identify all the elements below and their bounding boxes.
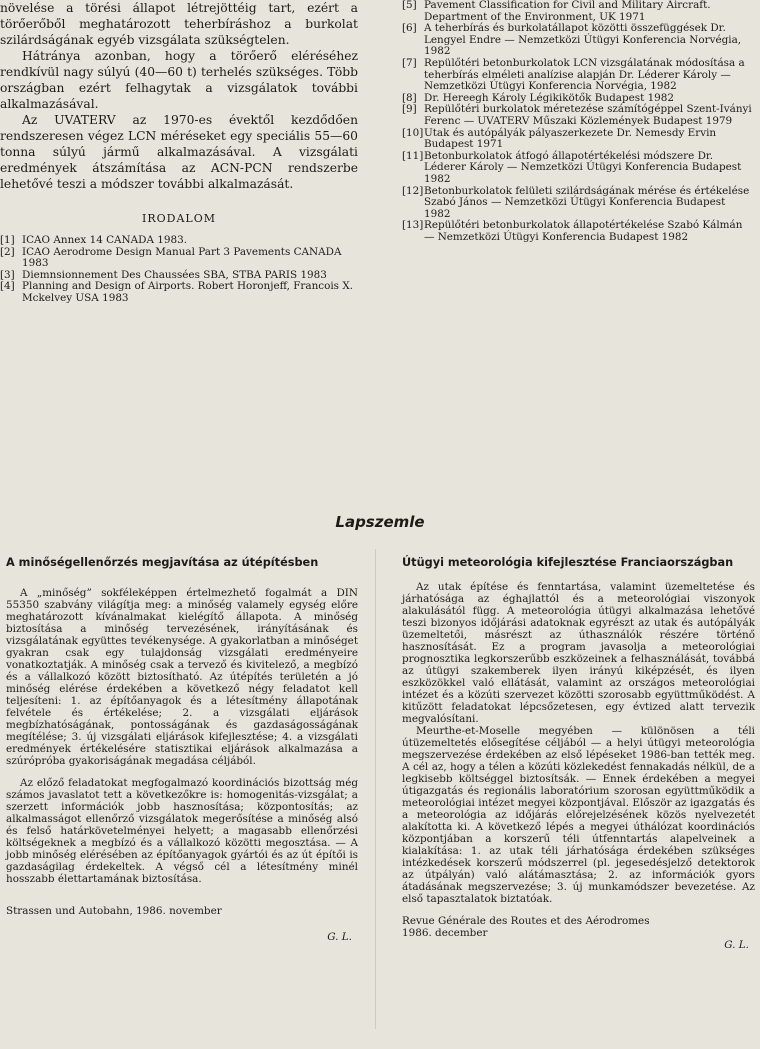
article-source: Strassen und Autobahn, 1986. november	[6, 905, 222, 917]
reference-number: [5]	[402, 0, 417, 11]
paragraph: Az UVATERV az 1970-es évektől kezdődően rendszeresen végez LCN méréseket egy speciális 55—60 tonna súlyú jármű alkalmazásával. A vizsgálati eredmények átszámítása az ACN-PCN rendszerbe lehetővé teszi a módszer további alkalmazását.	[0, 113, 358, 191]
paragraph: növelése a törési állapot létrejöttéig tart, ezért a törőerőből meghatározott teherbíráshoz a burkolat szilárdságának egyéb vizsgálata szükségtelen.	[0, 1, 358, 47]
reference-item	[402, 23, 755, 58]
reference-number: [2]	[0, 245, 15, 258]
article-right	[402, 556, 755, 951]
reference-number: [3]	[0, 268, 15, 281]
reference-item	[0, 235, 358, 247]
reference-item	[402, 58, 755, 93]
paragraph: Az előző feladatokat megfogalmazó koordinációs bizottság még számos javaslatot tett a következőkre is: homogenitás-vizsgálat; a szerzett információk jobb hasznosítása; központosítás; az alkalmasságot ellenőrző vizsgálatok megerősítése a minőség alsó és felső határkövetelményei helyett; a magasabb ellenőrzési költségeknek a megbízó és a vállalkozó közötti megosztása. — A jobb minőség elérésében az építőanyagok gyártói és az út építői is gazdaságilag érdekeltek. A végső cél a létesítmény minél hosszabb élettartamának biztosítása.	[6, 777, 358, 885]
reference-text: ICAO Annex 14 CANADA 1983.	[22, 234, 188, 246]
reference-item	[402, 128, 755, 151]
reference-number: [12]	[402, 184, 424, 197]
article-body	[6, 587, 358, 885]
reference-text: Betonburkolatok átfogó állapotértékelési módszere Dr. Léderer Károly — Nemzetközi Útügyi Konferencia Budapest 1982	[424, 149, 742, 185]
article-initials: G. L.	[327, 931, 352, 943]
top-left-column	[0, 0, 358, 305]
reference-number: [1]	[0, 234, 15, 246]
reference-number: [13]	[402, 219, 424, 232]
reference-text: Repülőtéri betonburkolatok állapotértékelése Szabó Kálmán — Nemzetközi Útügyi Konferencia Budapest 1982	[424, 219, 743, 243]
reference-item	[0, 281, 358, 304]
article-title: Útügyi meteorológia kifejlesztése Franciaországban	[402, 556, 734, 569]
reference-item	[0, 247, 358, 270]
reference-item	[402, 0, 755, 23]
reference-item	[402, 186, 755, 221]
reference-number: [7]	[402, 56, 417, 69]
article-source: Revue Générale des Routes et des Aérodromes 1986. december	[402, 915, 650, 939]
reference-list	[0, 235, 358, 305]
article-title: A minőségellenőrzés megjavítása az útépítésben	[6, 556, 319, 569]
reference-item	[402, 220, 755, 243]
paragraph: A „minőség” sokféleképpen értelmezhető fogalmát a DIN 55350 szabvány világítja meg: a minőség valamely egység előre meghatározott kívánalmakat kielégítő állapota. A minőség biztosítása a minőség tervezésének, irányításának és vizsgálatának együttes tevékenysége. A gyakorlatban a minőséget gyakran csak egy tulajdonság vizsgálati eredményeire vonatkoztatják. A minőség csak a tervező és kivitelező, a megbízó és a vállalkozó között biztosítható. Az útépítés területén a jó minőség elérése érdekében a következő négy feladatot kell teljesíteni: 1. az építőanyagok és a létesítmény állapotának felvétele és értékelése; 2. a vizsgálati eljárások megbízhatóságának, pontosságának és gazdaságosságának megítélése; 3. új vizsgálati eljárások kifejlesztése; 4. a vizsgálati eredmények értékelésére statisztikai eljárások alkalmazása a szúrópróba gyakoriságának megadása céljából.	[6, 587, 358, 767]
reference-number: [9]	[402, 103, 417, 116]
reference-number: [11]	[402, 149, 424, 162]
reference-text: Dr. Hereegh Károly Légikikötők Budapest 1982	[424, 91, 675, 104]
reference-text: ICAO Aerodrome Design Manual Part 3 Pavements CANADA 1983	[22, 245, 342, 270]
reference-number: [4]	[0, 280, 15, 293]
section-title: Lapszemle	[335, 513, 425, 531]
reference-number: [10]	[402, 126, 424, 139]
literature-heading: IRODALOM	[142, 212, 216, 225]
reference-text: Pavement Classification for Civil and Military Aircraft. Department of the Environment, UK 1971	[424, 0, 711, 23]
article-body	[402, 581, 755, 905]
paragraph: Hátránya azonban, hogy a törőerő eléréséhez rendkívül nagy súlyú (40—60 t) terhelés szükséges. Több országban ezért felhagytak a vizsgálatok további alkalmazásával.	[0, 49, 358, 111]
reference-item	[402, 151, 755, 186]
article-initials: G. L.	[724, 939, 749, 951]
paragraph: Az utak építése és fenntartása, valamint üzemeltetése és járhatósága az éghajlattól és a meteorológiai viszonyok alakulásától függ. A meteorológia útügyi alkalmazása lehetővé teszi bizonyos időjárási adatoknak egyrészt az utak és autópályák üzemeltetői, másrészt az úthasználók részére történő hasznosítását. Ez a program javasolja a meteorológiai prognosztika legkorszerűbb eszközeinek a felhasználását, továbbá az útügyi szakemberek ilyen irányú kiképzését, és ilyen eszközökkel való ellátását, valamint az országos meteorológiai intézet és a közúti szervezet közötti szorosabb együttműködést. A kitűzött feladatokat lépcsőzetesen, egy évtized alatt tervezik megvalósítani.	[402, 581, 755, 725]
reference-text: Utak és autópályák pályaszerkezete Dr. Nemesdy Ervin Budapest 1971	[424, 126, 717, 151]
column-divider	[375, 549, 376, 1029]
reference-text: Repülőtéri burkolatok méretezése számítógéppel Szent-Iványi Ferenc — UVATERV Műszaki Közlemények Budapest 1979	[424, 103, 752, 127]
top-right-column	[402, 0, 755, 243]
reference-number: [8]	[402, 91, 417, 104]
reference-text: Planning and Design of Airports. Robert Horonjeff, Francois X. Mckelvey USA 1983	[22, 280, 354, 304]
reference-text: Diemnsionnement Des Chaussées SBA, STBA PARIS 1983	[22, 268, 327, 281]
article-left	[6, 556, 358, 943]
reference-text: Betonburkolatok felületi szilárdságának mérése és értékelése Szabó János — Nemzetközi Útügyi Konferencia Budapest 1982	[424, 184, 750, 220]
reference-item	[402, 104, 755, 127]
reference-text: A teherbírás és burkolatállapot közötti összefüggések Dr. Lengyel Endre — Nemzetközi Útügyi Konferencia Norvégia, 1982	[424, 22, 742, 58]
paragraph: Meurthe-et-Moselle megyében — különösen a téli útüzemeltetés elősegítése céljából — a helyi útügyi meteorológia megszervezése érdekében az első lépéseket 1986-ban tették meg. A cél az, hogy a télen a közúti közlekedést fennakadás nélkül, de a legkisebb költséggel biztosítsák. — Ennek érdekében a megyei útigazgatás és regionális laboratórium szorosan együttműködik a meteorológiai intézet megyei központjával. Először az igazgatás és a meteorológia az időjárás előrejelzésének közös nyelvezetét alakította ki. A következő lépés a megyei úthálózat koordinációs központjában a korszerű téli útfenntartás alapelveinek a kialakítása: 1. az utak téli járhatósága érdekében szükséges intézkedések korszerű módszerrel (pl. jegesedésjelző detektorok az útpályán) való alátámasztása; 2. az információk gyors átadásának megszervezése; 3. új munkamódszer bevezetése. Az első tapasztalatok biztatóak.	[402, 725, 755, 905]
reference-text: Repülőtéri betonburkolatok LCN vizsgálatának módosítása a teherbírás elméleti analízise alapján Dr. Léderer Károly — Nemzetközi Útügyi Konferencia Norvégia, 1982	[424, 56, 745, 93]
reference-number: [6]	[402, 22, 417, 35]
